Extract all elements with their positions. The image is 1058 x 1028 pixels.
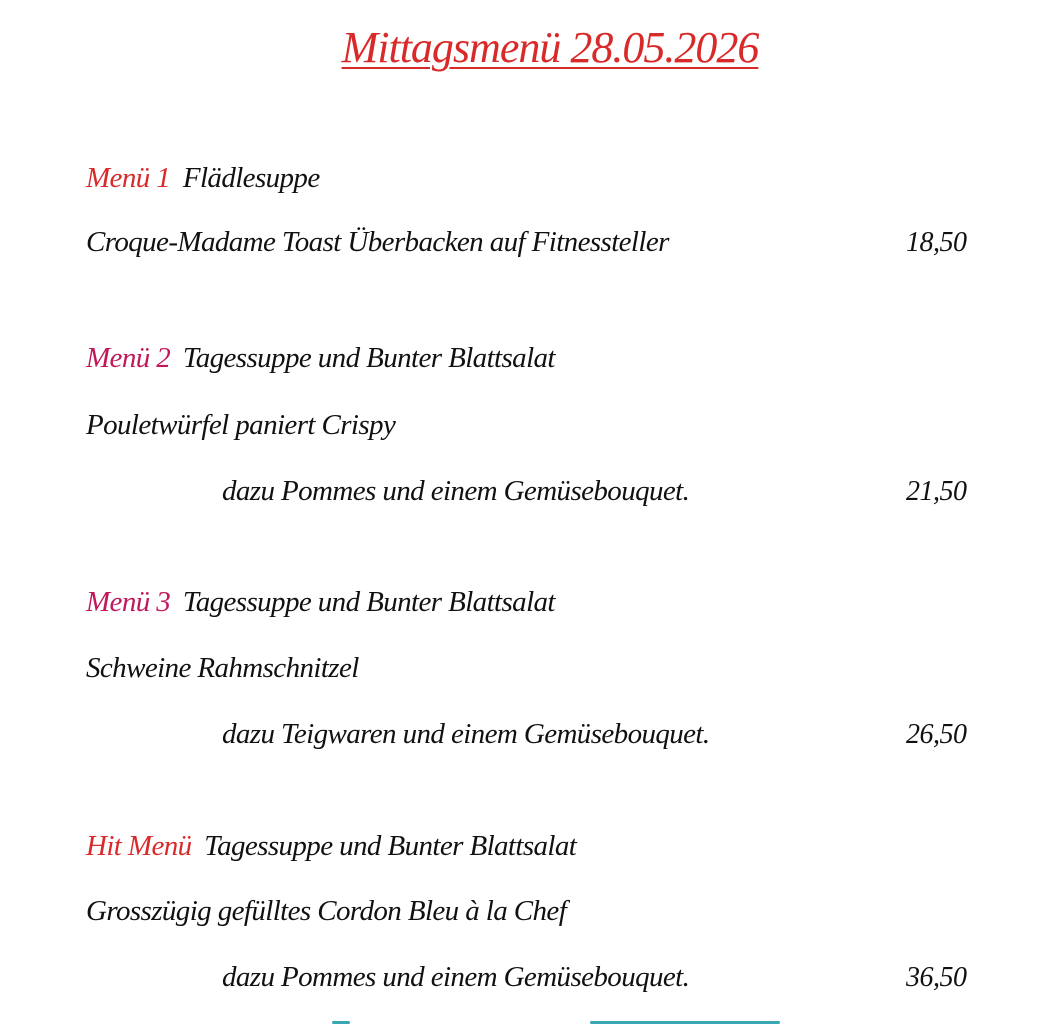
hit-menu-price: 36,50 <box>906 962 967 993</box>
cut-off-fragment-right <box>590 1021 780 1024</box>
menu-2-label: Menü 2 <box>86 342 171 374</box>
menu-3-price: 26,50 <box>906 719 967 750</box>
menu-2-heading <box>86 342 555 375</box>
menu-2-side-dish: dazu Pommes und einem Gemüsebouquet. <box>222 475 690 507</box>
menu-3-starter: Tagessuppe und Bunter Blattsalat <box>182 586 555 618</box>
menu-2-starter: Tagessuppe und Bunter Blattsalat <box>182 342 555 374</box>
menu-3-heading <box>86 586 555 619</box>
menu-2-main-dish: Pouletwürfel paniert Crispy <box>86 409 396 441</box>
menu-2-price: 21,50 <box>906 476 967 507</box>
hit-menu-heading <box>86 830 576 863</box>
hit-menu-starter: Tagessuppe und Bunter Blattsalat <box>204 830 577 862</box>
menu-1-price: 18,50 <box>906 227 967 258</box>
menu-1-main-dish: Croque-Madame Toast Überbacken auf Fitnessteller <box>86 226 669 258</box>
hit-menu-main-dish: Grosszügig gefülltes Cordon Bleu à la Chef <box>86 895 567 927</box>
menu-1-heading <box>86 162 320 195</box>
menu-3-main-dish: Schweine Rahmschnitzel <box>86 652 359 684</box>
cut-off-fragment-left <box>332 1021 350 1024</box>
menu-3-label: Menü 3 <box>86 586 171 618</box>
menu-1-starter: Flädlesuppe <box>182 162 320 194</box>
hit-menu-label: Hit Menü <box>86 830 192 862</box>
hit-menu-side-dish: dazu Pommes und einem Gemüsebouquet. <box>222 961 690 993</box>
menu-1-label: Menü 1 <box>86 162 171 194</box>
page-title: Mittagsmenü 28.05.2026 <box>341 23 759 72</box>
menu-3-side-dish: dazu Teigwaren und einem Gemüsebouquet. <box>222 718 710 750</box>
